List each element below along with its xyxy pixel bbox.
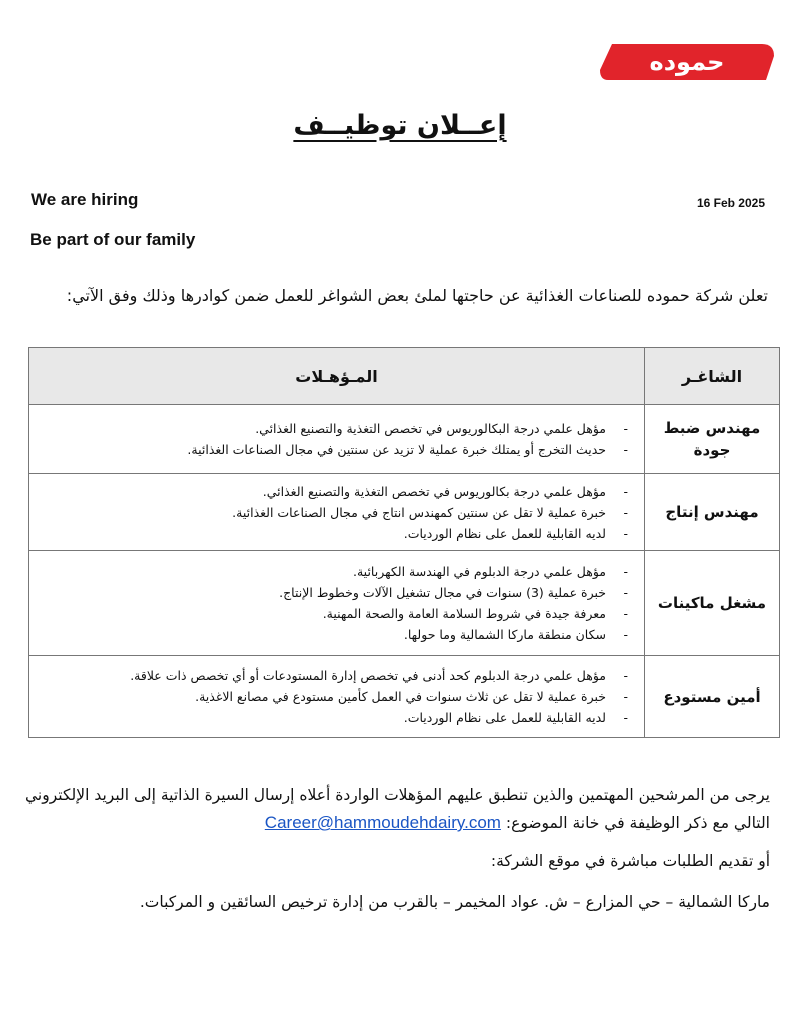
hiring-heading: We are hiring bbox=[31, 190, 139, 209]
list-item: - خبرة عملية لا تقل عن سنتين كمهندس انتاج في مجال الصناعات الغذائية. bbox=[37, 502, 634, 523]
header-qualifications: المـؤهـلات bbox=[29, 348, 645, 405]
qualifications-cell bbox=[29, 551, 645, 656]
list-item: - سكان منطقة ماركا الشمالية وما حولها. bbox=[37, 624, 634, 645]
contact-text: يرجى من المرشحين المهتمين والذين تنطبق عليهم المؤهلات الواردة أعلاه إرسال السيرة الذاتية إلى البريد الإلكتروني التالي مع ذكر الوظيفة في خانة الموضوع: bbox=[25, 786, 770, 832]
qualifications-cell bbox=[29, 405, 645, 474]
table-header-row bbox=[29, 348, 780, 405]
list-item: - حديث التخرج أو يمتلك خبرة عملية لا تزيد عن سنتين في مجال الصناعات الغذائية. bbox=[37, 439, 634, 460]
table-row bbox=[29, 474, 780, 551]
qualifications-list bbox=[37, 561, 634, 645]
logo-text: حموده bbox=[649, 48, 725, 76]
role-quality-engineer: مهندس ضبط جودة bbox=[645, 405, 780, 474]
list-item: - مؤهل علمي درجة البكالوريوس في تخصص التغذية والتصنيع الغذائي. bbox=[37, 418, 634, 439]
company-address: ماركا الشمالية – حي المزارع – ش. عواد المخيمر – بالقرب من إدارة ترخيص السائقين و المركبات. bbox=[139, 893, 770, 911]
family-subheading: Be part of our family bbox=[30, 230, 196, 249]
intro-paragraph: تعلن شركة حموده للصناعات الغذائية عن حاجتها لملئ بعض الشواغر للعمل ضمن كوادرها وذلك وفق الآتي: bbox=[66, 286, 768, 305]
qualifications-cell bbox=[29, 656, 645, 738]
announcement-date: 16 Feb 2025 bbox=[696, 196, 765, 210]
qualifications-list bbox=[37, 418, 634, 460]
list-item: - لديه القابلية للعمل على نظام الورديات. bbox=[37, 523, 634, 544]
announcement-title-text: إعــلان توظيــف bbox=[293, 110, 507, 141]
list-item: - خبرة عملية لا تقل عن ثلاث سنوات في العمل كأمين مستودع في مصانع الاغذية. bbox=[37, 686, 634, 707]
company-logo bbox=[598, 42, 776, 82]
announcement-title bbox=[0, 110, 800, 141]
list-item: - مؤهل علمي درجة الدبلوم كحد أدنى في تخصص إدارة المستودعات أو أي تخصص ذات علاقة. bbox=[37, 665, 634, 686]
table-row bbox=[29, 405, 780, 474]
list-item: - مؤهل علمي درجة الدبلوم في الهندسة الكهربائية. bbox=[37, 561, 634, 582]
role-warehouse-keeper: أمين مستودع bbox=[645, 656, 780, 738]
career-email-link[interactable]: Career@hammoudehdairy.com bbox=[264, 813, 501, 832]
list-item: - مؤهل علمي درجة بكالوريوس في تخصص التغذية والتصنيع الغذائي. bbox=[37, 481, 634, 502]
table-row bbox=[29, 551, 780, 656]
table-row bbox=[29, 656, 780, 738]
header-role: الشاغـر bbox=[645, 348, 780, 405]
list-item: - معرفة جيدة في شروط السلامة العامة والصحة المهنية. bbox=[37, 603, 634, 624]
vacancies-table bbox=[28, 347, 780, 738]
qualifications-list bbox=[37, 481, 634, 544]
list-item: - خبرة عملية (3) سنوات في مجال تشغيل الآلات وخطوط الإنتاج. bbox=[37, 582, 634, 603]
role-machine-operator: مشغل ماكينات bbox=[645, 551, 780, 656]
onsite-application-note: أو تقديم الطلبات مباشرة في موقع الشركة: bbox=[490, 852, 770, 870]
role-production-engineer: مهندس إنتاج bbox=[645, 474, 780, 551]
contact-paragraph bbox=[25, 782, 770, 837]
list-item: - لديه القابلية للعمل على نظام الورديات. bbox=[37, 707, 634, 728]
qualifications-list bbox=[37, 665, 634, 728]
qualifications-cell bbox=[29, 474, 645, 551]
